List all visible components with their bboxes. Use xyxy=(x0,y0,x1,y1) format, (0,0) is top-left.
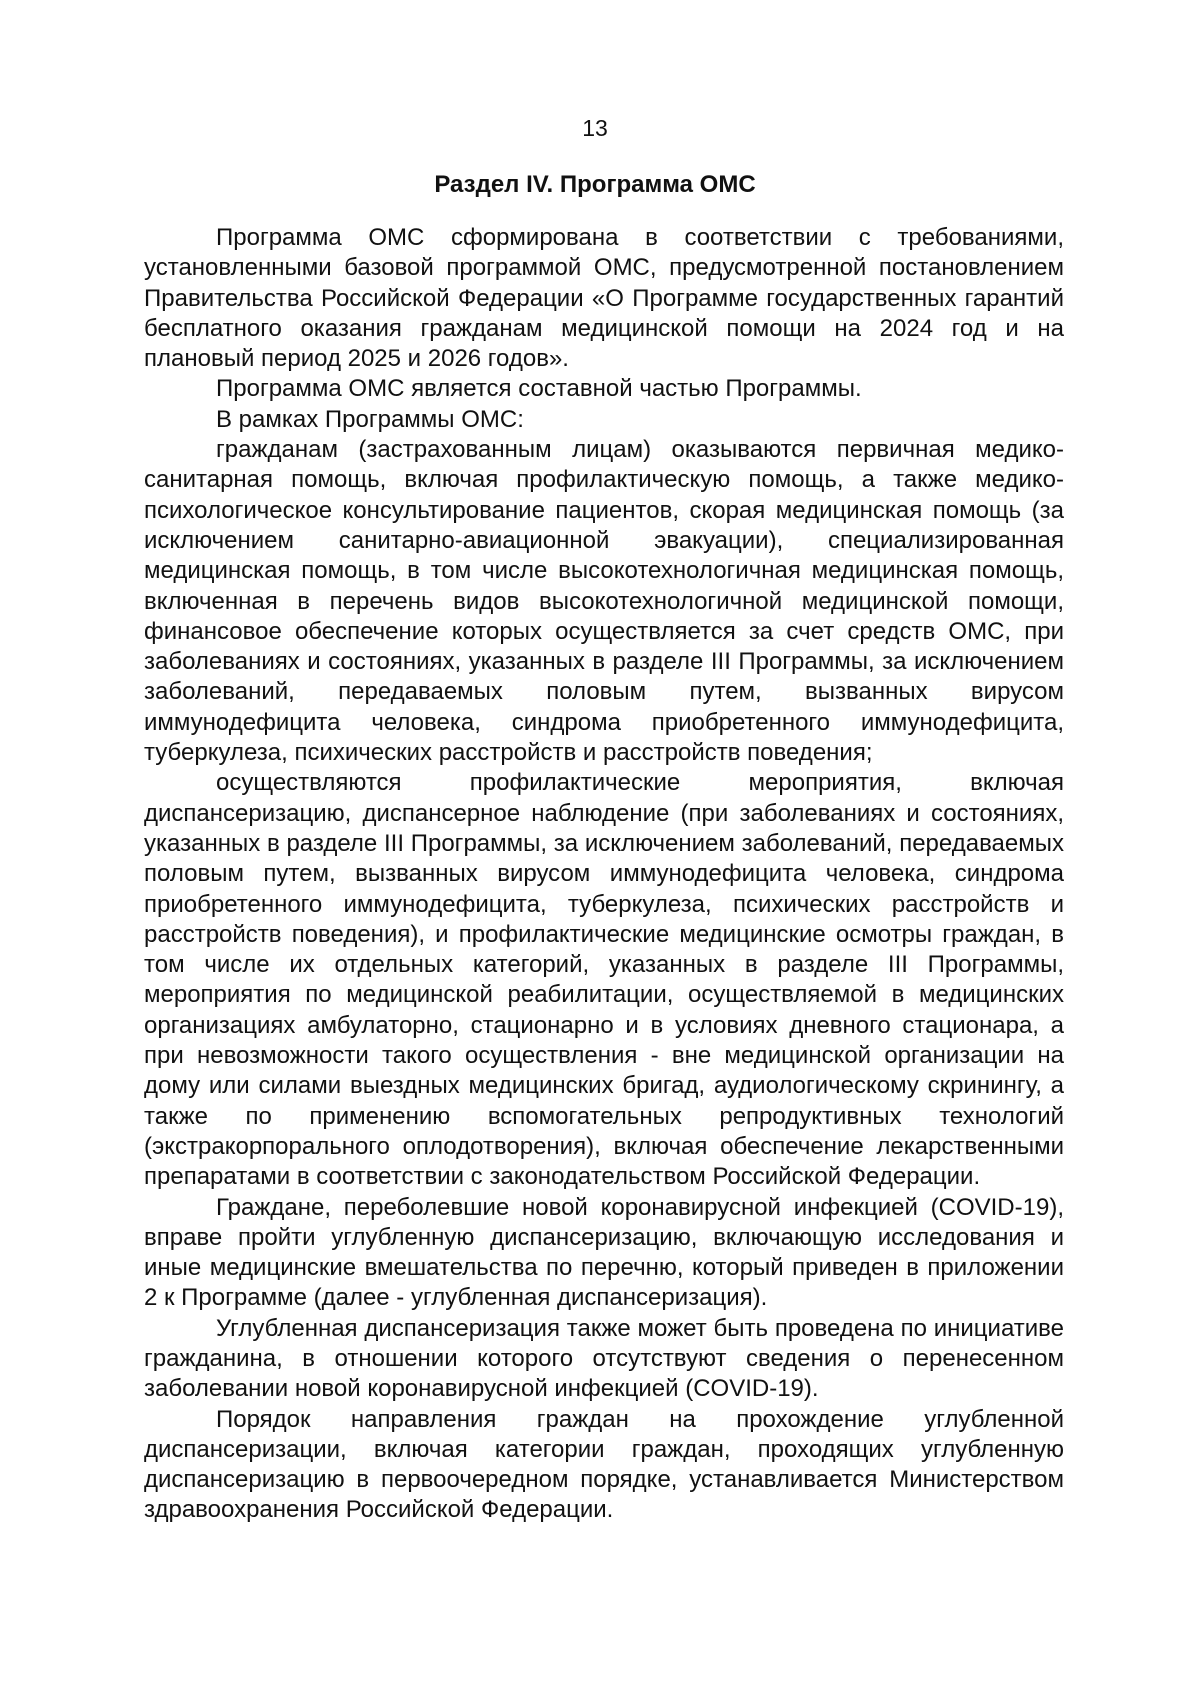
paragraph-referral-procedure: Порядок направления граждан на прохождение углубленной диспансеризации, включая категории граждан, проходящих углубленную диспансеризацию в первоочередном порядке, устанавливается Министерством здравоохранения Российской Федерации. xyxy=(144,1405,1064,1524)
section-title: Раздел IV. Программа ОМС xyxy=(434,171,756,198)
paragraph-medical-care-list: гражданам (застрахованным лицам) оказываются первичная медико-санитарная помощь, включая профилактическую помощь, а также медико-психологическое консультирование пациентов, скорая медицинская помощь (за исключением санитарно-авиационной эвакуации), специализированная медицинская помощь, в том числе высокотехнологичная медицинская помощь, включенная в перечень видов высокотехнологичной медицинской помощи, финансовое обеспечение которых осуществляется за счет средств ОМС, при заболеваниях и состояниях, указанных в разделе III Программы, за исключением заболеваний, передаваемых половым путем, вызванных вирусом иммунодефицита человека, синдрома приобретенного иммунодефицита, туберкулеза, психических расстройств и расстройств поведения; xyxy=(144,436,1064,767)
paragraph-program-scope-intro: В рамках Программы ОМС: xyxy=(216,405,524,433)
paragraph-initiative-dispensarization: Углубленная диспансеризация также может быть проведена по инициативе гражданина, в отношении которого отсутствуют сведения о перенесенном заболевании новой коронавирусной инфекцией (COVID-19). xyxy=(144,1314,1064,1403)
paragraph-program-part: Программа ОМС является составной частью Программы. xyxy=(216,375,862,403)
document-body xyxy=(144,223,1064,1526)
paragraph-preventive-measures: осуществляются профилактические мероприятия, включая диспансеризацию, диспансерное наблюдение (при заболеваниях и состояниях, указанных в разделе III Программы, за исключением заболеваний, передаваемых половым путем, вызванных вирусом иммунодефицита человека, синдрома приобретенного иммунодефицита, туберкулеза, психических расстройств и расстройств поведения), и профилактические медицинские осмотры граждан, в том числе их отдельных категорий, указанных в разделе III Программы, мероприятия по медицинской реабилитации, осуществляемой в медицинских организациях амбулаторно, стационарно и в условиях дневного стационара, а при невозможности такого осуществления - вне медицинской организации на дому или силами выездных медицинских бригад, аудиологическому скринингу, а также по применению вспомогательных репродуктивных технологий (экстракорпорального оплодотворения), включая обеспечение лекарственными препаратами в соответствии с законодательством Российской Федерации. xyxy=(144,769,1064,1191)
paragraph-covid-dispensarization: Граждане, переболевшие новой коронавирусной инфекцией (COVID-19), вправе пройти углубленную диспансеризацию, включающую исследования и иные медицинские вмешательства по перечню, который приведен в приложении 2 к Программе (далее - углубленная диспансеризация). xyxy=(144,1193,1064,1312)
page-number: 13 xyxy=(582,115,608,141)
paragraph-program-basis: Программа ОМС сформирована в соответствии с требованиями, установленными базовой программой ОМС, предусмотренной постановлением Правительства Российской Федерации «О Программе государственных гарантий бесплатного оказания гражданам медицинской помощи на 2024 год и на плановый период 2025 и 2026 годов». xyxy=(144,224,1064,373)
